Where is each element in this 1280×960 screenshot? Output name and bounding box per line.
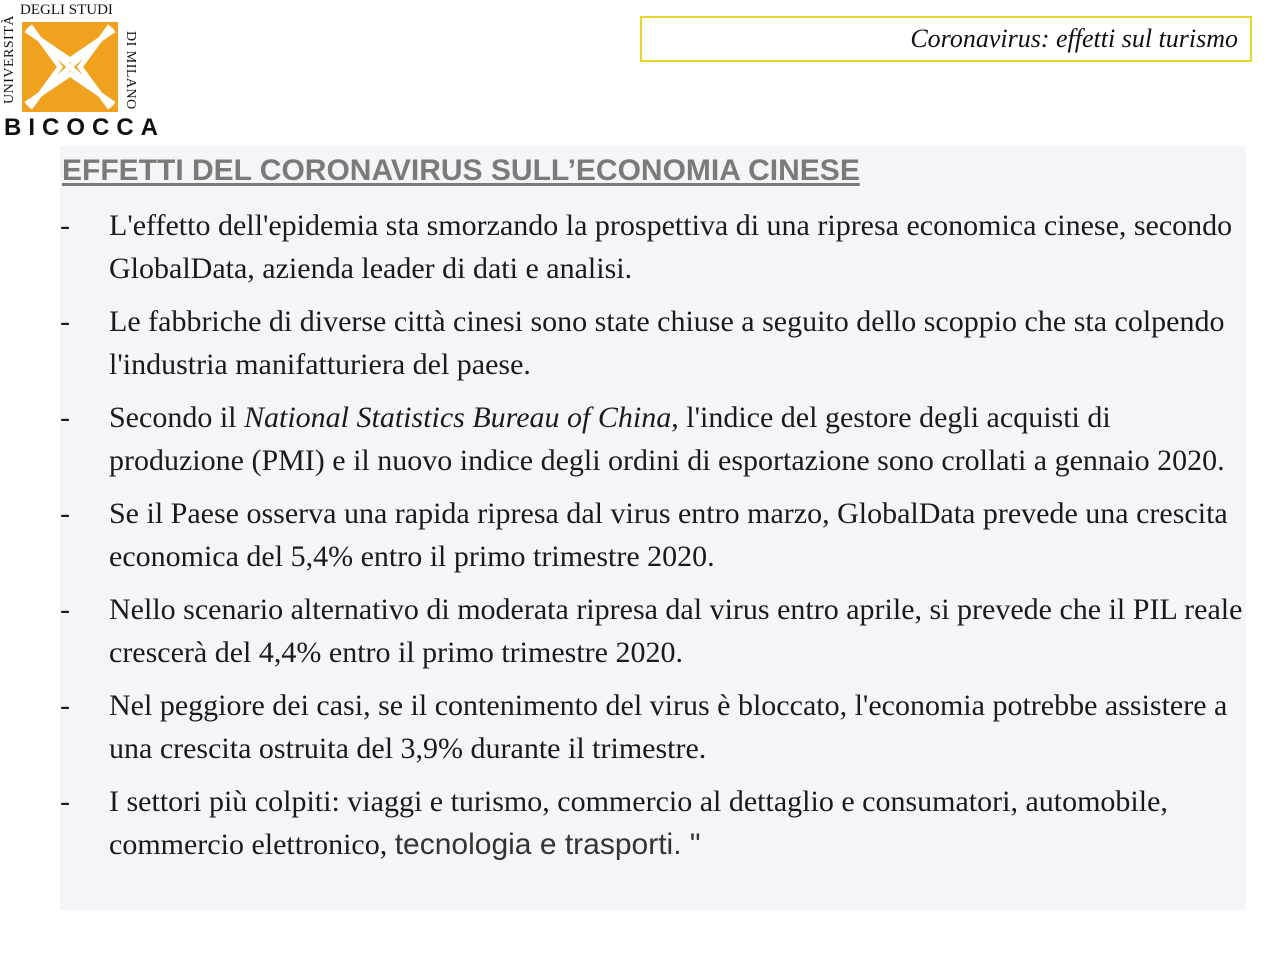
logo-right-text: DI MILANO xyxy=(123,30,138,110)
bullet-dash: - xyxy=(60,401,70,434)
bullet-dash: - xyxy=(60,785,70,818)
bullet-text-tail: tecnologia e trasporti. " xyxy=(394,828,701,861)
slide-header-title: Coronavirus: effetti sul turismo xyxy=(910,24,1238,53)
bullet-text: Nel peggiore dei casi, se il contenimento del virus è bloccato, l'economia potrebbe assistere a una crescita ostruita del 3,9% durante il trimestre. xyxy=(109,689,1228,765)
bullet-text: Nello scenario alternativo di moderata ripresa dal virus entro aprile, si prevede che il PIL reale crescerà del 4,4% entro il primo trimestre 2020. xyxy=(109,593,1243,669)
list-item xyxy=(60,204,1246,290)
bullet-text: L'effetto dell'epidemia sta smorzando la prospettiva di una ripresa economica cinese, secondo GlobalData, azienda leader di dati e analisi. xyxy=(109,209,1233,285)
bullet-text-italic: National Statistics Bureau of China xyxy=(244,401,672,434)
list-item xyxy=(60,492,1246,578)
bullet-text: Se il Paese osserva una rapida ripresa dal virus entro marzo, GlobalData prevede una crescita economica del 5,4% entro il primo trimestre 2020. xyxy=(109,497,1228,573)
logo-bottom-text: BICOCCA xyxy=(4,114,165,141)
section-title: EFFETTI DEL CORONAVIRUS SULL’ECONOMIA CINESE xyxy=(62,154,860,187)
bullet-list xyxy=(60,204,1246,876)
bullet-dash: - xyxy=(60,689,70,722)
bullet-text-before: Secondo il xyxy=(109,401,244,434)
bullet-text-after: , l'indice del gestore degli acquisti di produzione (PMI) e il nuovo indice degli ordini di esportazione sono crollati a gennaio 2020. xyxy=(109,401,1225,477)
bullet-dash: - xyxy=(60,305,70,338)
list-item xyxy=(60,780,1246,866)
university-logo xyxy=(0,0,165,144)
bullet-dash: - xyxy=(60,593,70,626)
bullet-text-before: I settori più colpiti: viaggi e turismo, commercio al dettaglio e consumatori, automobile, commercio elettronico, xyxy=(109,785,1168,861)
bicocca-emblem-icon xyxy=(20,20,120,114)
logo-top-text: DEGLI STUDI xyxy=(20,2,113,18)
content-panel xyxy=(60,146,1246,910)
bullet-text: Le fabbriche di diverse città cinesi sono state chiuse a seguito dello scoppio che sta colpendo l'industria manifatturiera del paese. xyxy=(109,305,1225,381)
logo-left-text: UNIVERSITÀ xyxy=(2,15,17,105)
list-item xyxy=(60,396,1246,482)
bullet-dash: - xyxy=(60,497,70,530)
list-item xyxy=(60,300,1246,386)
list-item xyxy=(60,684,1246,770)
list-item xyxy=(60,588,1246,674)
bullet-dash: - xyxy=(60,209,70,242)
slide-header xyxy=(640,16,1252,62)
